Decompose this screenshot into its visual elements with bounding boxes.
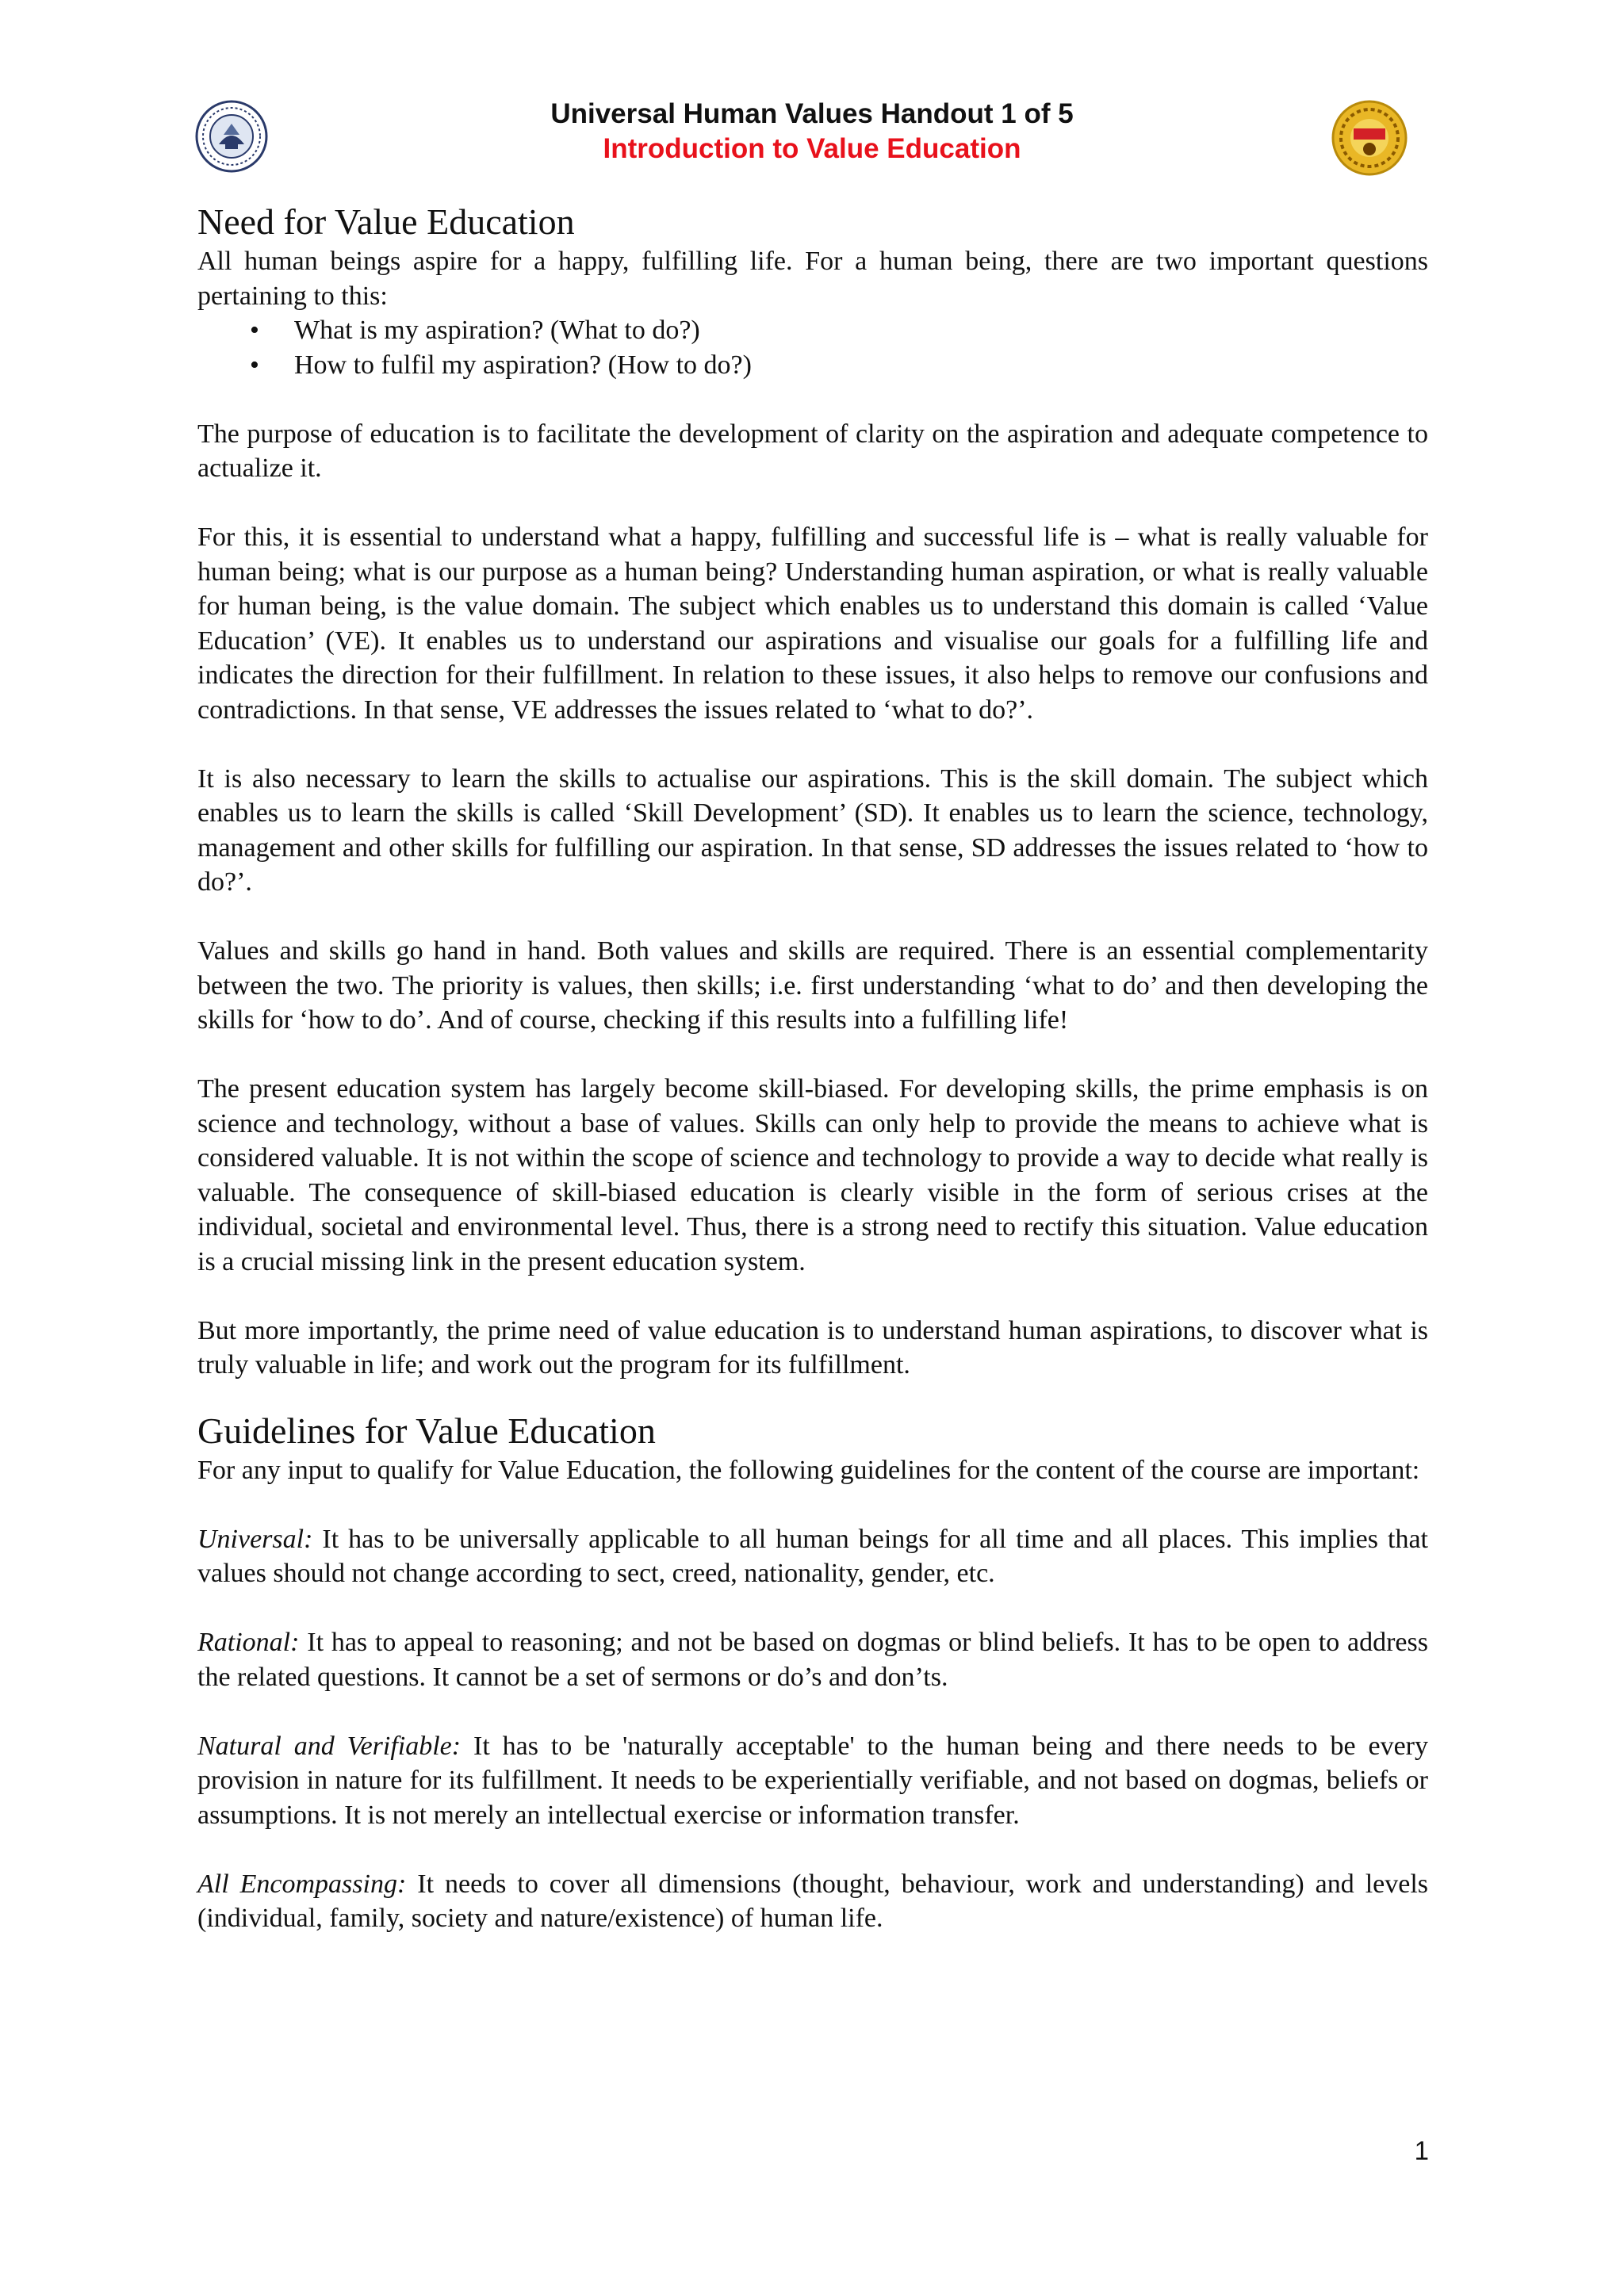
bullet-list [197, 313, 1428, 382]
guideline-universal [197, 1522, 1428, 1591]
guideline-text: It needs to cover all dimensions (thought, behaviour, work and understanding) and levels (individual, family, society and nature/existence) of human life. [197, 1869, 1428, 1933]
guideline-natural-verifiable [197, 1729, 1428, 1833]
paragraph: The present education system has largely become skill-biased. For developing skills, the prime emphasis is on science and technology, without a base of values. Skills can only help to provide the means to achieve what is considered valuable. It is not within the scope of science and technology to provide a way to decide what really is valuable. The consequence of skill-biased education is clearly visible in the form of serious crises at the individual, societal and environmental level. Thus, there is a strong need to rectify this situation. Value education is a crucial missing link in the present education system. [197, 1074, 1428, 1276]
document-body [197, 200, 1428, 1936]
guideline-term: All Encompassing: [197, 1869, 407, 1899]
section-heading-guidelines: Guidelines for Value Education [197, 1410, 656, 1451]
guideline-term: Universal: [197, 1524, 313, 1554]
list-item-text: What is my aspiration? (What to do?) [294, 316, 700, 345]
document-subtitle: Introduction to Value Education [603, 133, 1021, 164]
guideline-all-encompassing [197, 1867, 1428, 1936]
list-item [197, 313, 1428, 348]
paragraph: But more importantly, the prime need of value education is to understand human aspirations, to discover what is truly valuable in life; and work out the program for its fulfillment. [197, 1315, 1428, 1380]
list-item-text: How to fulfil my aspiration? (How to do?) [294, 350, 752, 380]
section-heading-need: Need for Value Education [197, 201, 575, 242]
page-number: 1 [1414, 2136, 1429, 2165]
paragraph: All human beings aspire for a happy, fulfilling life. For a human being, there are two important questions pertaining to this: [197, 247, 1428, 311]
bullet-icon: • [250, 316, 259, 345]
bullet-icon: • [250, 350, 259, 380]
paragraph: It is also necessary to learn the skills to actualise our aspirations. This is the skill domain. The subject which enables us to learn the skills is called ‘Skill Development’ (SD). It enables us to learn the science, technology, management and other skills for fulfilling our aspiration. In that sense, SD addresses the issues related to ‘how to do?’. [197, 763, 1428, 897]
paragraph: The purpose of education is to facilitate the development of clarity on the aspiration and adequate competence to actualize it. [197, 419, 1428, 483]
guideline-text: It has to be universally applicable to all human beings for all time and all places. This implies that values should not change according to sect, creed, nationality, gender, etc. [197, 1524, 1428, 1588]
paragraph: For this, it is essential to understand what a happy, fulfilling and successful life is – what is really valuable for human being; what is our purpose as a human being? Understanding human aspiration, or what is really valuable for human being, is the value domain. The subject which enables us to understand this domain is called ‘Value Education’ (VE). It enables us to understand our aspirations and visualise our goals for a fulfilling life and indicates the direction for their fulfillment. In relation to these issues, it also helps to remove our confusions and contradictions. In that sense, VE addresses the issues related to ‘what to do?’. [197, 522, 1428, 725]
guideline-text: It has to appeal to reasoning; and not be based on dogmas or blind beliefs. It has to be open to address the related questions. It cannot be a set of sermons or do’s and don’ts. [197, 1628, 1428, 1692]
list-item [197, 348, 1428, 383]
document-title: Universal Human Values Handout 1 of 5 [550, 98, 1074, 129]
guideline-text: It has to be 'naturally acceptable' to the human being and there needs to be every provision in nature for its fulfillment. It needs to be experientially verifiable, and not based on dogmas, beliefs or assumptions. It is not merely an intellectual exercise or information transfer. [197, 1731, 1429, 1830]
guideline-rational [197, 1625, 1428, 1694]
guideline-term: Rational: [197, 1628, 300, 1657]
paragraph: Values and skills go hand in hand. Both values and skills are required. There is an essential complementarity between the two. The priority is values, then skills; i.e. first understanding ‘what to do’ and then developing the skills for ‘how to do’. And of course, checking if this results into a fulfilling life! [197, 936, 1428, 1035]
document-header [0, 97, 1624, 166]
guideline-term: Natural and Verifiable: [197, 1731, 462, 1761]
paragraph: For any input to qualify for Value Education, the following guidelines for the content of the course are important: [197, 1455, 1420, 1485]
